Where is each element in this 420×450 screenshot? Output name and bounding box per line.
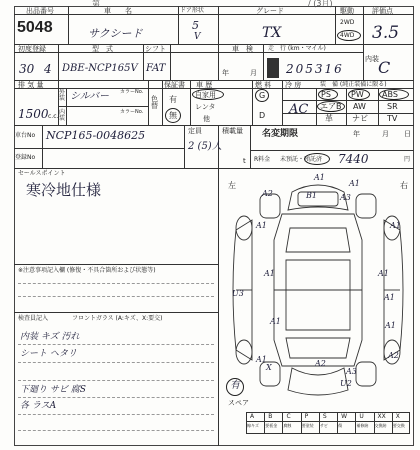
inspection-month: 月: [250, 69, 257, 77]
usage-private-circle: [192, 89, 224, 100]
usage-rental: レンタ: [195, 103, 216, 111]
mark-10: A1: [264, 269, 275, 278]
legend-code: C: [286, 413, 291, 420]
tax-status: 未預託・預託済: [280, 156, 323, 163]
legend-meaning: 交換跡: [374, 423, 387, 428]
legend-meaning: 要交換: [392, 423, 405, 428]
tax-status-circle: [304, 153, 330, 165]
mark-15: A2: [388, 351, 399, 360]
door-value2: V: [194, 32, 201, 42]
model-label: 型 式: [92, 45, 113, 53]
color-no-label: カラーNo.: [120, 89, 144, 95]
eq-pw: PW: [351, 90, 364, 99]
eq-ps-circle: [318, 89, 338, 100]
first-reg-year: 30: [19, 62, 35, 76]
shift-label: シフト: [145, 45, 166, 53]
door-label: ドア形状: [180, 7, 204, 14]
odometer-rolled-box: [267, 58, 279, 78]
capacity-label: 定員: [188, 127, 202, 135]
inspector-label: 検査員記入: [18, 315, 49, 322]
legend-meaning: 傷: [338, 423, 343, 428]
load-unit: t: [243, 157, 246, 165]
legend-meaning: 要塗装: [301, 423, 314, 428]
eq-navi: ナビ: [352, 114, 368, 123]
name-change-day: 日: [404, 130, 411, 138]
name-change-label: 名変期限: [262, 129, 299, 139]
warranty-label: 保証書: [164, 81, 185, 89]
registration-label: 登録No: [15, 154, 36, 161]
inspector-line-5: 各 ラスA: [20, 401, 57, 411]
tax-unit: 円: [404, 156, 411, 163]
interior-label: 内装: [365, 55, 379, 63]
drive-2wd: 2WD: [340, 19, 355, 26]
ac-value: AC: [289, 102, 309, 117]
shift-value: FAT: [146, 63, 166, 74]
color-change-label: 色替: [151, 95, 158, 110]
mark-11: A1: [384, 293, 395, 302]
legend-code: U: [359, 413, 364, 420]
mark-8: U3: [232, 289, 244, 298]
eq-abs: ABS: [382, 90, 398, 99]
sales-point-label: セールスポイント: [18, 170, 66, 177]
mark-3: A2: [262, 189, 273, 198]
lot-label: 出品番号: [26, 7, 54, 15]
interior-color-label: 内装: [59, 109, 66, 122]
rear-window: [286, 338, 350, 358]
chassis-value: NCP165-0048625: [46, 129, 146, 142]
mark-12: A1: [270, 317, 281, 326]
drive-4wd-circle: [337, 30, 361, 41]
legend-code: S: [322, 413, 327, 420]
spare-value: 有: [230, 380, 240, 391]
mark-13: A1: [385, 321, 396, 330]
ac-label: 冷 房: [285, 81, 302, 89]
lot-number: 5048: [17, 19, 53, 36]
capacity-value: 2 (5)人: [188, 141, 222, 152]
equipment-label: 装 備 (純正装備に限る): [320, 81, 387, 88]
legend-code: X: [395, 413, 400, 420]
score-value: 3.5: [372, 23, 400, 43]
eq-aw: AW: [353, 102, 366, 111]
legend-meaning: サビ: [319, 423, 328, 428]
car-name-value: サクシード: [88, 27, 143, 40]
notes-label: ※注意事項記入欄 (修復・不具合箇所および状態等): [18, 267, 156, 274]
score-label: 評価点: [372, 7, 393, 15]
displacement-value: 1500: [18, 107, 49, 121]
mark-6: A1: [256, 221, 267, 230]
warranty-value: 有: [169, 95, 177, 104]
mark-5: A3: [340, 193, 351, 202]
fuel-label: 燃 料: [255, 81, 272, 89]
drive-label: 駆動: [340, 7, 354, 15]
chassis-label: 車台No: [15, 132, 36, 139]
color-no-label-2: カラーNo.: [120, 109, 144, 115]
car-name-label: 車 名: [104, 7, 132, 15]
tax-label: R料金: [254, 156, 271, 163]
fuel-g-circle: [255, 89, 269, 102]
eq-airbag-circle: [317, 101, 345, 112]
legend-code: XX: [377, 413, 386, 420]
door-value: 5: [192, 19, 199, 32]
mark-1: A1: [314, 173, 325, 182]
eq-tv: TV: [387, 114, 398, 123]
displacement-label: 排 気 量: [18, 81, 44, 89]
first-reg-label: 初度登録: [18, 45, 46, 53]
mark-18: X: [266, 363, 272, 372]
legend-meaning: 腐蝕: [283, 423, 292, 428]
legend-code: B: [268, 413, 273, 420]
legend-meaning: 補修跡: [356, 423, 369, 428]
eq-abs-circle: [379, 89, 409, 100]
inspector-line-4: 下廻り サビ 腐S: [20, 385, 86, 395]
roof-panel: [286, 260, 350, 330]
windshield-label: フロントガラス (A:キズ、X:要交): [72, 315, 163, 322]
mark-19: A2: [315, 359, 326, 368]
mileage-value: 205316: [286, 62, 344, 76]
eq-ps: PS: [321, 90, 331, 99]
inspector-line-2: シート ヘタリ: [20, 349, 77, 359]
drive-4wd: 4WD: [340, 32, 355, 39]
legend-code: A: [250, 413, 255, 420]
eq-pw-circle: [348, 89, 370, 100]
grade-label: グレード: [256, 7, 284, 15]
front-windshield: [286, 228, 350, 252]
interior-value: C: [378, 58, 391, 77]
exterior-label: 外装: [59, 89, 66, 102]
mileage-label: 走 行 (km・マイル): [268, 45, 326, 52]
first-reg-month: 4: [44, 62, 52, 76]
grade-value: TX: [262, 25, 282, 41]
top-fragment: 第 / (3月): [92, 0, 333, 8]
legend-meaning: 要板金: [265, 423, 278, 428]
spare-label: スペア: [228, 399, 249, 407]
diagram-right-label: 右: [400, 181, 408, 190]
eq-sr: SR: [387, 102, 398, 111]
sales-point-value: 寒冷地仕様: [26, 181, 102, 199]
rear-bumper-outline: [288, 368, 348, 395]
usage-other: 他: [203, 115, 210, 123]
name-change-year: 年: [353, 130, 360, 138]
usage-private: 自家用: [195, 91, 216, 99]
fuel-d: D: [259, 111, 266, 120]
name-change-month: 月: [382, 130, 389, 138]
model-value: DBE-NCP165V: [62, 63, 138, 74]
tax-value: 7440: [338, 152, 369, 166]
legend-code: W: [341, 413, 348, 420]
usage-label: 車 歴: [196, 81, 213, 89]
load-label: 積載量: [222, 127, 243, 135]
mark-16: A3: [346, 367, 357, 376]
displacement-unit: c.c.: [48, 113, 59, 120]
inspection-year: 年: [222, 69, 229, 77]
diagram-left-label: 左: [228, 181, 236, 190]
mark-7: A1: [390, 221, 401, 230]
mark-2: A1: [349, 179, 360, 188]
mark-4: B1: [306, 191, 317, 200]
mark-9: A1: [378, 269, 389, 278]
exterior-value: シルバー: [70, 91, 110, 102]
warranty-none: 無: [169, 111, 177, 120]
mark-14: A1: [256, 355, 267, 364]
inspector-line-1: 内装 キズ 汚れ: [20, 332, 80, 342]
legend-code: P: [304, 413, 309, 420]
fuel-g: G: [259, 91, 266, 100]
inspection-label: 車 検: [232, 45, 253, 53]
eq-airbag: エアB: [320, 102, 342, 111]
mark-17: U2: [340, 379, 352, 388]
warranty-none-circle: [165, 108, 181, 123]
legend-meaning: 線キズ: [247, 423, 259, 428]
eq-leather: 革: [325, 114, 333, 123]
